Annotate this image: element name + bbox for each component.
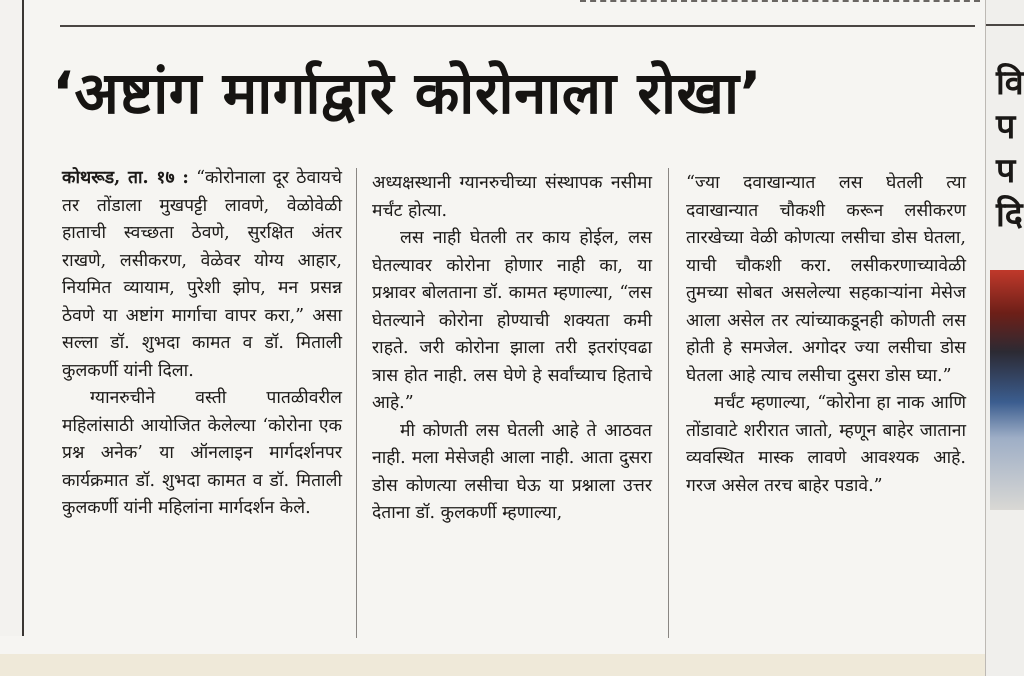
article-column-2 — [372, 170, 652, 528]
paragraph-text: ग्यानरुचीने वस्ती पातळीवरील महिलांसाठी आयोजित केलेल्या ‘कोरोना एक प्रश्न अनेक’ या ऑनलाइन मार्गदर्शनपर कार्यक्रमात डॉ. शुभदा कामत व डॉ. मिताली कुलकर्णी यांनी महिलांना मार्गदर्शन केले. — [62, 388, 342, 518]
adjacent-headline-fragment: प — [996, 151, 1016, 191]
dateline: कोथरूड, ता. १७ : — [62, 168, 189, 188]
adjacent-headline-fragment: वि — [996, 63, 1024, 103]
column-divider — [356, 168, 357, 638]
column-divider — [668, 168, 669, 638]
headline: ‘अष्टांग मार्गाद्वारे कोरोनाला रोखा’ — [52, 59, 763, 127]
paragraph-text: मी कोणती लस घेतली आहे ते आठवत नाही. मला मेसेजही आला नाही. आता दुसरा डोस कोणत्या लसीचा घेऊ या प्रश्नाला उत्तर देताना डॉ. कुलकर्णी म्हणाल्या, — [372, 420, 652, 523]
paragraph-text: “ज्या दवाखान्यात लस घेतली त्या दवाखान्यात चौकशी करून लसीकरण तारखेच्या वेळी कोणत्या लसीचा डोस घेतला, याची चौकशी करा. लसीकरणाच्यावेळी तुमच्या सोबत असलेल्या सहकाऱ्यांना मेसेज आला असेल तर त्यांच्याकडूनही कोणती लस होती हे समजेल. अगोदर ज्या लसीचा डोस घेतला आहे त्याच लसीचा दुसरा डोस घ्या.” — [686, 173, 966, 386]
paragraph-text: लस नाही घेतली तर काय होईल, लस घेतल्यावर कोरोना होणार नाही का, या प्रश्नावर बोलताना डॉ. कामत म्हणाल्या, “लस घेतल्याने कोरोना होण्याची शक्यता कमी राहते. जरी कोरोना झाला तरी इतरांएवढा त्रास होत नाही. लस घेणे हे सर्वांच्याच हिताचे आहे.” — [372, 228, 652, 413]
top-rule — [60, 25, 975, 27]
bottom-band — [0, 654, 985, 676]
article-column-3 — [686, 170, 966, 500]
adjacent-article — [985, 0, 1024, 676]
paragraph — [372, 418, 652, 528]
adjacent-photo — [990, 270, 1024, 510]
paragraph — [62, 165, 342, 385]
article-column-1 — [62, 165, 342, 523]
paragraph — [62, 385, 342, 523]
paragraph-text: “कोरोनाला दूर ठेवायचे तर तोंडाला मुखपट्टी लावणे, वेळोवेळी हाताची स्वच्छता ठेवणे, सुरक्षित अंतर राखणे, लसीकरण, वेळेवर योग्य आहार, नियमित व्यायाम, पुरेशी झोप, मन प्रसन्न ठेवणे या अष्टांग मार्गाचा वापर करा,” असा सल्ला डॉ. शुभदा कामत व डॉ. मिताली कुलकर्णी यांनी दिला. — [62, 168, 342, 381]
paragraph — [372, 225, 652, 418]
paragraph — [686, 170, 966, 390]
adjacent-headline-fragment: दि — [996, 195, 1023, 235]
paragraph — [686, 390, 966, 500]
adjacent-top-rule — [986, 24, 1024, 26]
paragraph-text: अध्यक्षस्थानी ग्यानरुचीच्या संस्थापक नसीमा मर्चंट होत्या. — [372, 173, 652, 221]
paragraph-text: मर्चंट म्हणाल्या, “कोरोना हा नाक आणि तोंडावाटे शरीरात जातो, म्हणून बाहेर जाताना व्यवस्थित मास्क लावणे आवश्यक आहे. गरज असेल तरच बाहेर पडावे.” — [686, 393, 966, 496]
adjacent-column-edge — [0, 0, 24, 636]
adjacent-headline-fragment: प — [996, 107, 1016, 147]
top-dashed-rule — [580, 0, 980, 6]
paragraph — [372, 170, 652, 225]
